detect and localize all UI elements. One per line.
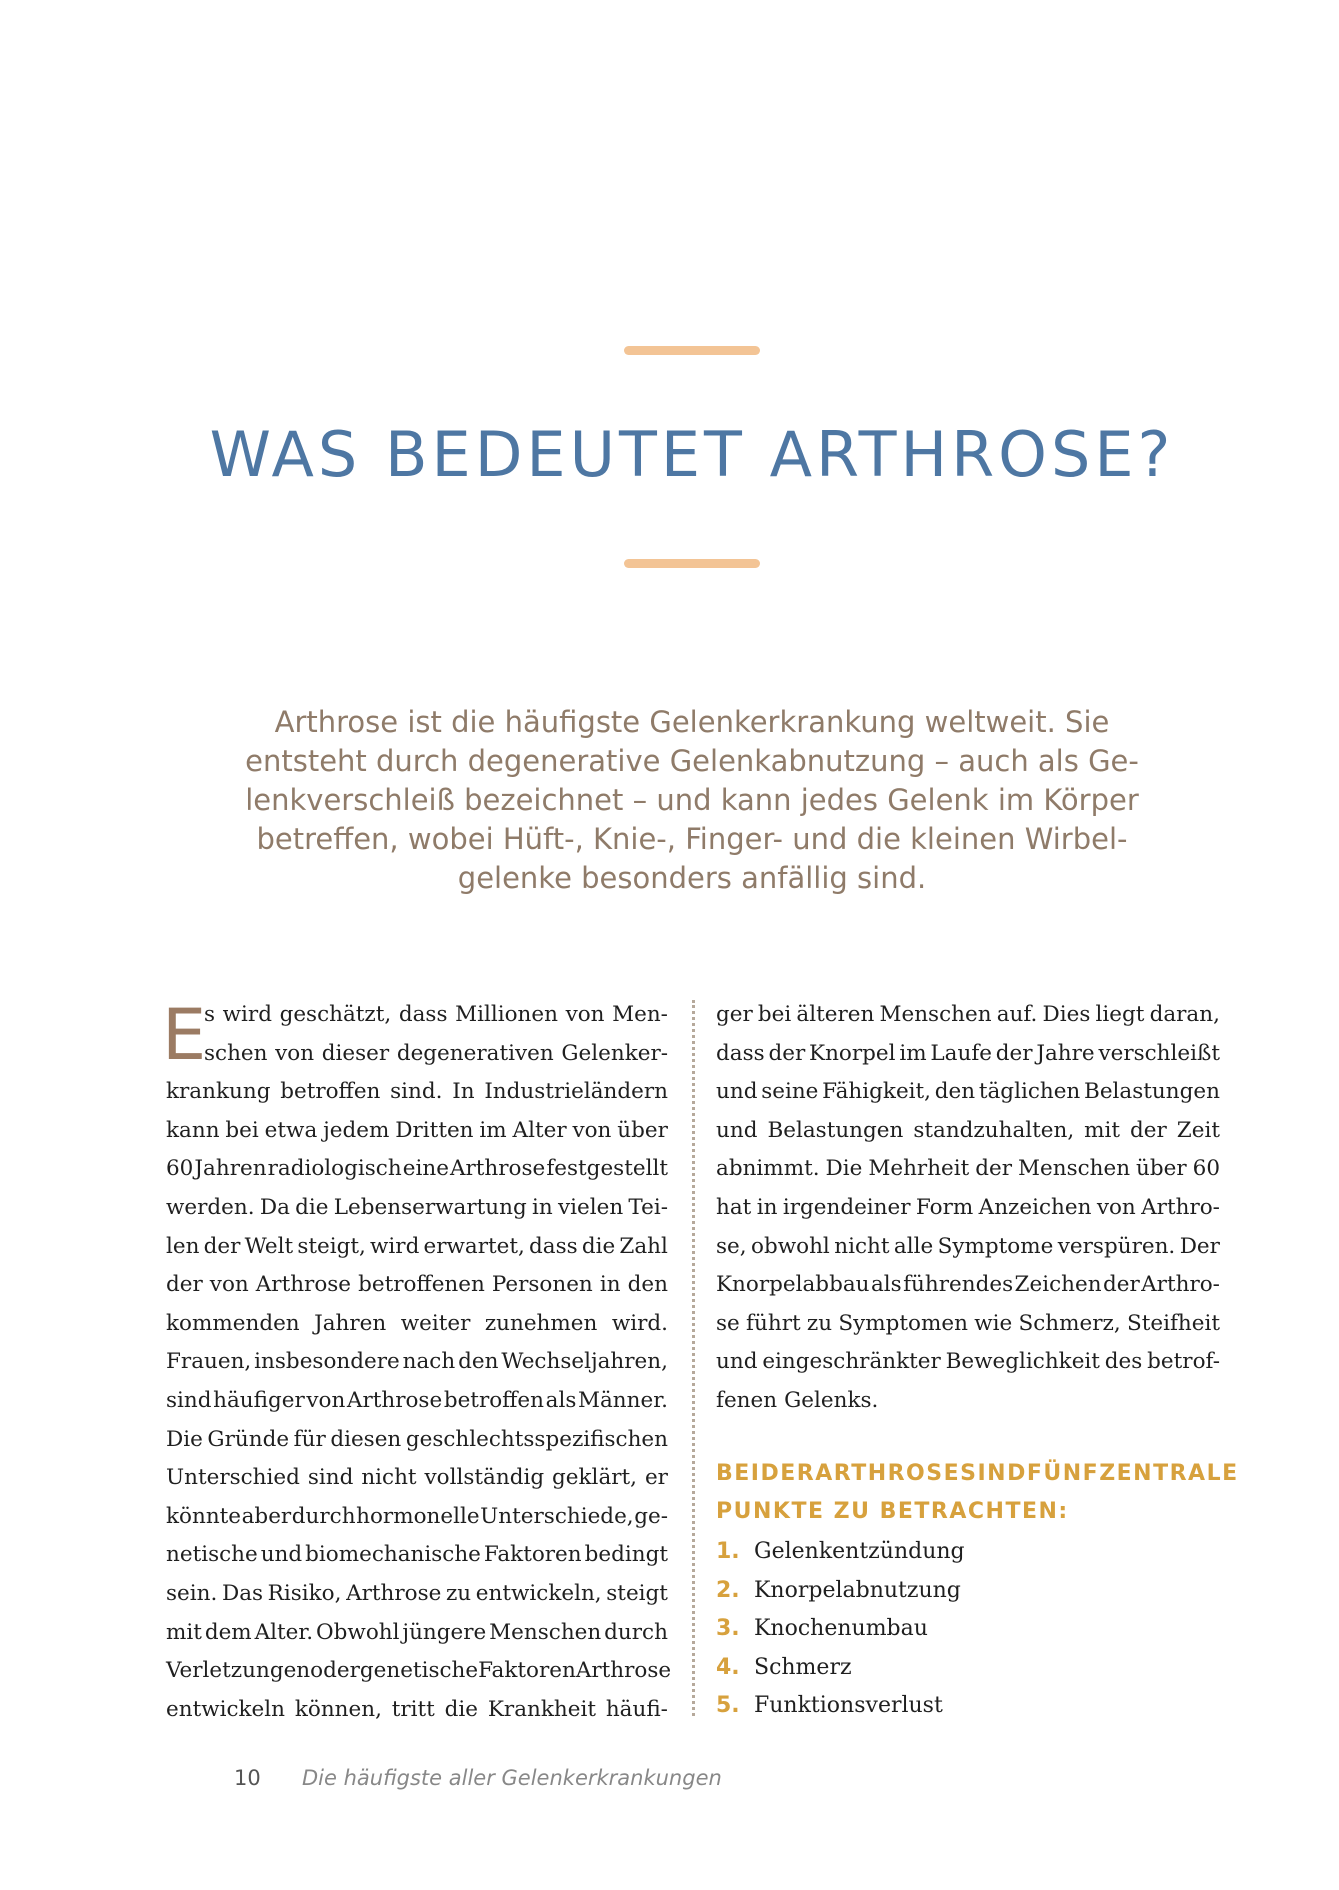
key-point-number: 3. xyxy=(716,1616,740,1642)
dropcap-letter: E xyxy=(162,994,207,1076)
key-points-list xyxy=(716,1533,965,1726)
intro-line: entsteht durch degenerative Gelenkabnutzung – auch als Ge- xyxy=(245,744,1139,778)
body-column-right xyxy=(716,996,1220,1421)
body-text-line: entwickeln können, tritt die Krankheit häufi- xyxy=(166,1696,668,1722)
key-points-heading-line-2: PUNKTE ZU BETRACHTEN: xyxy=(716,1499,1069,1524)
key-point-label: Knorpelabnutzung xyxy=(754,1577,961,1603)
body-text-line: könnte aber durch hormonelle Unterschiede, ge- xyxy=(166,1503,668,1529)
key-point-number: 2. xyxy=(716,1577,740,1603)
body-text-line: der von Arthrose betroffenen Personen in den xyxy=(166,1272,668,1298)
body-text-line: s wird geschätzt, dass Millionen von Men- xyxy=(204,1002,668,1027)
body-text-line: ger bei älteren Menschen auf. Dies liegt daran, xyxy=(716,1002,1220,1027)
body-text-line: se führt zu Symptomen wie Schmerz, Steifheit xyxy=(716,1310,1220,1336)
body-text-line: kommenden Jahren weiter zunehmen wird. xyxy=(166,1310,668,1336)
body-text-line: len der Welt steigt, wird erwartet, dass die Zahl xyxy=(166,1233,668,1259)
body-text-line: Frauen, insbesondere nach den Wechseljahren, xyxy=(166,1349,668,1375)
key-point-item xyxy=(716,1572,965,1611)
key-point-number: 1. xyxy=(716,1539,740,1564)
key-point-item xyxy=(716,1533,965,1572)
body-text-line: abnimmt. Die Mehrheit der Menschen über 60 xyxy=(716,1156,1220,1182)
body-text-line: krankung betroffen sind. In Industrieländern xyxy=(166,1079,668,1105)
key-point-number: 4. xyxy=(716,1654,740,1680)
body-text-line: und seine Fähigkeit, den täglichen Belastungen xyxy=(716,1079,1220,1105)
intro-line: gelenke besonders anfällig sind. xyxy=(457,861,927,895)
decorative-rule-top xyxy=(624,346,760,355)
key-points-heading-line-1: BEI DER ARTHROSE SIND FÜNF ZENTRALE xyxy=(716,1461,1239,1486)
decorative-rule-bottom xyxy=(624,559,760,568)
intro-line: lenkverschleiß bezeichnet – und kann jedes Gelenk im Körper xyxy=(245,783,1139,817)
key-point-number: 5. xyxy=(716,1693,740,1719)
chapter-intro xyxy=(230,703,1154,898)
intro-line: Arthrose ist die häufigste Gelenkerkrankung weltweit. Sie xyxy=(274,705,1110,739)
body-text-line: fenen Gelenks. xyxy=(716,1387,879,1413)
body-text-line: Die Gründe für diesen geschlechtsspezifischen xyxy=(166,1426,668,1452)
key-point-label: Schmerz xyxy=(754,1654,852,1680)
body-text-line: se, obwohl nicht alle Symptome verspüren. Der xyxy=(716,1233,1220,1259)
page-number: 10 xyxy=(234,1766,261,1790)
key-point-item xyxy=(716,1610,965,1649)
body-column-left xyxy=(166,996,672,1729)
running-title: Die häufigste aller Gelenkerkrankungen xyxy=(302,1766,722,1790)
body-text-line: hat in irgendeiner Form Anzeichen von Arthro- xyxy=(716,1194,1220,1220)
body-text-line: sein. Das Risiko, Arthrose zu entwickeln, steigt xyxy=(166,1580,668,1606)
body-text-line: und Belastungen standzuhalten, mit der Zeit xyxy=(716,1117,1220,1143)
chapter-title: WAS BEDEUTET ARTHROSE? xyxy=(209,418,1175,491)
intro-line: betreffen, wobei Hüft-, Knie-, Finger- und die kleinen Wirbel- xyxy=(256,822,1128,856)
key-point-label: Funktionsverlust xyxy=(754,1693,943,1719)
column-divider xyxy=(692,1000,695,1716)
body-text-line: mit dem Alter. Obwohl jüngere Menschen durch xyxy=(166,1619,668,1645)
key-point-item xyxy=(716,1687,965,1726)
body-text-line: Knorpelabbau als führendes Zeichen der Arthro- xyxy=(716,1272,1220,1298)
body-text-line: werden. Da die Lebenserwartung in vielen Tei- xyxy=(166,1194,668,1220)
body-text-line: netische und biomechanische Faktoren bedingt xyxy=(166,1542,668,1568)
body-text-line: Unterschied sind nicht vollständig geklärt, er xyxy=(166,1465,668,1491)
body-text-line: schen von dieser degenerativen Gelenker- xyxy=(204,1040,668,1066)
body-text-line: Verletzungen oder genetische Faktoren Arthrose xyxy=(166,1658,672,1684)
body-text-line: kann bei etwa jedem Dritten im Alter von über xyxy=(166,1117,668,1143)
key-point-label: Knochenumbau xyxy=(754,1616,928,1642)
body-text-line: sind häufiger von Arthrose betroffen als Männer. xyxy=(166,1387,668,1413)
body-text-line: 60 Jahren radiologisch eine Arthrose festgestellt xyxy=(166,1156,668,1182)
key-point-item xyxy=(716,1649,965,1688)
key-points-heading xyxy=(716,1455,1239,1531)
key-point-label: Gelenkentzündung xyxy=(754,1539,965,1564)
body-text-line: dass der Knorpel im Laufe der Jahre verschleißt xyxy=(716,1040,1220,1066)
body-text-line: und eingeschränkter Beweglichkeit des betrof- xyxy=(716,1349,1220,1375)
